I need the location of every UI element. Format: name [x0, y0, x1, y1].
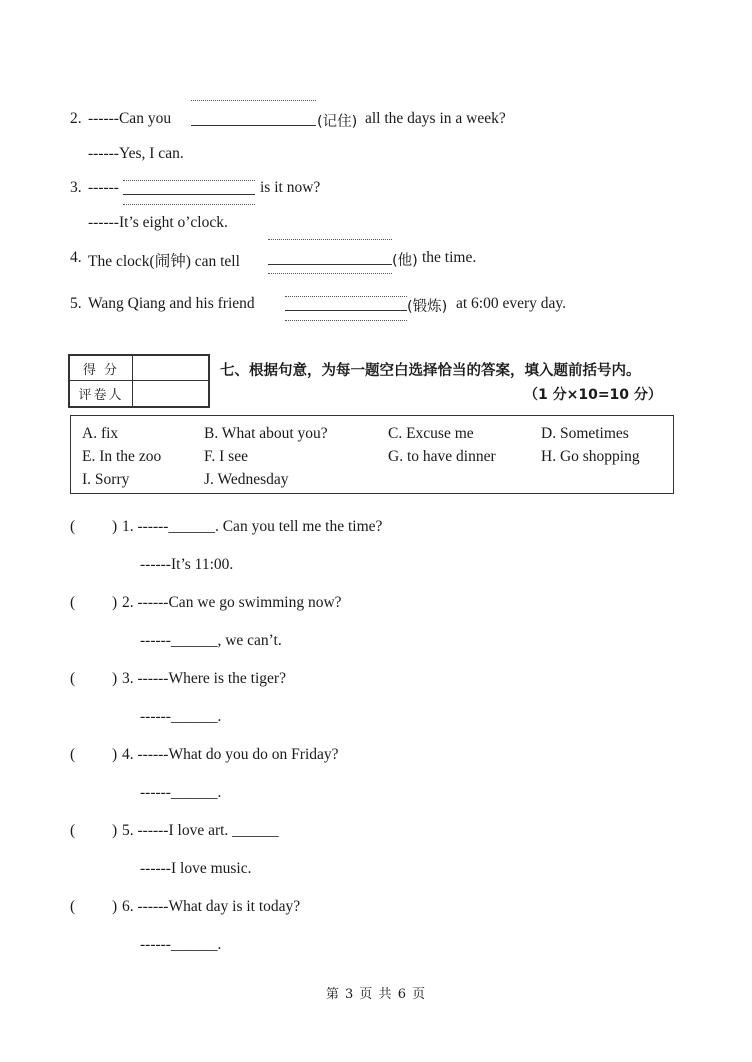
answer-blank[interactable]	[285, 310, 407, 311]
answer-paren-open[interactable]: (	[70, 594, 76, 611]
score-table	[68, 354, 210, 408]
response-text: ------______.	[140, 708, 222, 725]
question-prefix: ------Can you	[88, 110, 172, 127]
option-item: J. Wednesday	[204, 471, 289, 488]
question-prefix: Wang Qiang and his friend	[88, 295, 255, 312]
option-item: E. In the zoo	[82, 448, 162, 465]
answer-paren-close: )	[112, 594, 118, 611]
answer-guide-dotted	[285, 320, 407, 321]
question-suffix: all the days in a week?	[365, 110, 506, 127]
answer-paren-close: )	[112, 746, 118, 763]
question-suffix: is it now?	[260, 179, 321, 196]
answer-paren-open[interactable]: (	[70, 670, 76, 687]
question-prefix: The clock(闹钟) can tell	[88, 253, 240, 270]
answer-blank[interactable]	[123, 194, 255, 195]
answer-blank[interactable]	[191, 125, 316, 126]
answer-paren-open[interactable]: (	[70, 518, 76, 535]
answer-line: ------It’s eight o’clock.	[88, 214, 228, 231]
response-text: ------______.	[140, 784, 222, 801]
option-item: I. Sorry	[82, 471, 130, 488]
answer-guide-dotted	[191, 100, 316, 101]
grader-cell[interactable]	[133, 381, 208, 406]
section-title: 七、根据句意，为每一题空白选择恰当的答案，填入题前括号内。	[220, 363, 641, 379]
option-item: C. Excuse me	[388, 425, 474, 442]
question-number: 5.	[70, 295, 82, 312]
answer-line: ------Yes, I can.	[88, 145, 184, 162]
answer-paren-close: )	[112, 898, 118, 915]
answer-paren-close: )	[112, 670, 118, 687]
section-points: （1 分×10=10 分）	[524, 387, 662, 403]
response-text: ------I love music.	[140, 860, 252, 877]
option-item: D. Sometimes	[541, 425, 629, 442]
option-item: B. What about you?	[204, 425, 328, 442]
answer-guide-dotted	[123, 180, 255, 181]
answer-paren-close: )	[112, 518, 118, 535]
question-text: 4. ------What do you do on Friday?	[122, 746, 339, 763]
question-hint: (记住)	[317, 114, 358, 130]
answer-paren-open[interactable]: (	[70, 822, 76, 839]
option-item: A. fix	[82, 425, 119, 442]
options-box	[70, 415, 674, 494]
answer-paren-open[interactable]: (	[70, 746, 76, 763]
question-hint: (锻炼)	[407, 299, 448, 315]
answer-guide-dotted	[268, 239, 392, 240]
option-item: H. Go shopping	[541, 448, 640, 465]
question-hint: (他)	[392, 253, 418, 269]
score-cell[interactable]	[133, 356, 208, 381]
response-text: ------______, we can’t.	[140, 632, 282, 649]
question-number: 2.	[70, 110, 82, 127]
question-prefix: ------	[88, 179, 119, 196]
grader-label: 评卷人	[70, 381, 133, 406]
question-text: 1. ------______. Can you tell me the time?	[122, 518, 383, 535]
question-suffix: the time.	[422, 249, 477, 266]
answer-guide-dotted	[123, 204, 255, 205]
page-footer: 第 3 页 共 6 页	[325, 987, 427, 1002]
answer-blank[interactable]	[268, 264, 392, 265]
question-text: 5. ------I love art. ______	[122, 822, 279, 839]
question-text: 6. ------What day is it today?	[122, 898, 301, 915]
answer-guide-dotted	[285, 296, 407, 297]
question-number: 4.	[70, 249, 82, 266]
question-text: 2. ------Can we go swimming now?	[122, 594, 342, 611]
answer-paren-open[interactable]: (	[70, 898, 76, 915]
question-suffix: at 6:00 every day.	[456, 295, 567, 312]
option-item: F. I see	[204, 448, 248, 465]
question-text: 3. ------Where is the tiger?	[122, 670, 286, 687]
score-label: 得 分	[70, 356, 133, 381]
answer-paren-close: )	[112, 822, 118, 839]
answer-guide-dotted	[268, 273, 392, 274]
response-text: ------It’s 11:00.	[140, 556, 234, 573]
question-number: 3.	[70, 179, 82, 196]
response-text: ------______.	[140, 936, 222, 953]
option-item: G. to have dinner	[388, 448, 496, 465]
